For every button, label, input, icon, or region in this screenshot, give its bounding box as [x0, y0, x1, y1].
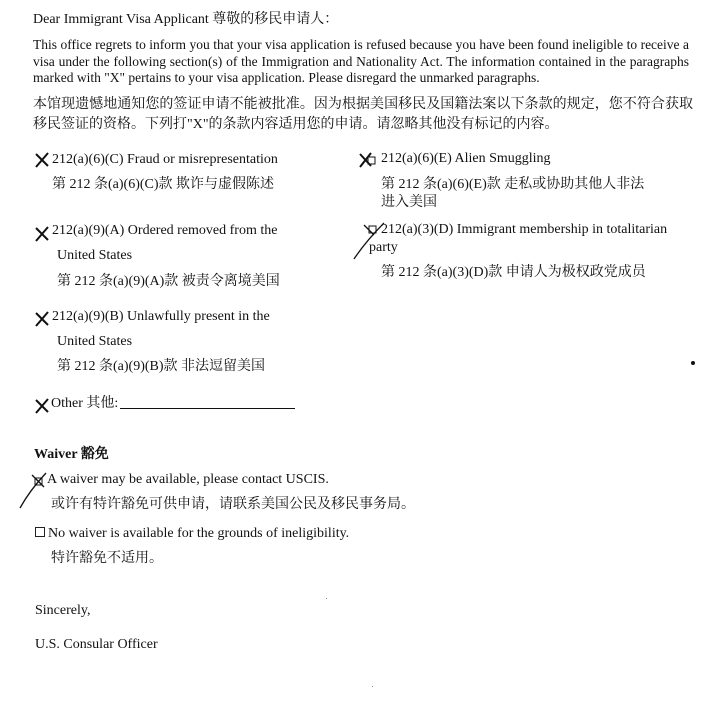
- waiver-available-zh: 或许有特许豁免可供申请，请联系美国公民及移民事务局。: [51, 497, 415, 512]
- x-mark-icon: [18, 470, 50, 510]
- signature: U.S. Consular Officer: [35, 637, 158, 652]
- intro-english: This office regrets to inform you that your visa application is refused because you have been found ineligible to receive a visa under the following section(s) of the Immigration and Nationality Act. The information contained in the paragraphs marked with "X" pertains to your visa application. Please disregard the unmarked paragraphs.: [33, 37, 689, 85]
- ground-removed-code-cont: United States: [57, 248, 133, 263]
- closing: Sincerely,: [35, 603, 91, 618]
- ground-unlawful-code-cont: United States: [57, 334, 133, 349]
- other-blank-line: [120, 398, 295, 409]
- ground-removed-code: 212(a)(9)(A) Ordered removed from the: [52, 223, 278, 238]
- scan-speck: [372, 686, 373, 687]
- ground-fraud-zh: 第 212 条(a)(6)(C)款 欺诈与虚假陈述: [52, 177, 275, 192]
- ground-other: [51, 396, 295, 412]
- waiver-none-zh: 特许豁免不适用。: [51, 551, 163, 566]
- ground-unlawful-code: 212(a)(9)(B) Unlawfully present in the: [52, 309, 270, 324]
- ground-smuggling-zh-cont: 进入美国: [381, 195, 437, 210]
- x-mark-icon: [34, 226, 50, 242]
- ground-totalitarian-zh: 第 212 条(a)(3)(D)款 申请人为极权政党成员: [381, 265, 646, 280]
- ground-fraud-code: 212(a)(6)(C) Fraud or misrepresentation: [52, 152, 278, 167]
- x-mark-icon: [34, 398, 50, 414]
- scan-speck: [326, 598, 327, 599]
- checkbox-empty-icon: [35, 527, 45, 537]
- greeting: Dear Immigrant Visa Applicant 尊敬的移民申请人：: [33, 12, 339, 27]
- ground-totalitarian-code-cont: party: [369, 240, 398, 255]
- waiver-heading: Waiver 豁免: [34, 447, 109, 462]
- waiver-available-en: A waiver may be available, please contact USCIS.: [47, 472, 329, 487]
- x-mark-icon: [34, 311, 50, 327]
- ground-smuggling-zh: 第 212 条(a)(6)(E)款 走私或协助其他人非法: [381, 177, 645, 192]
- intro-chinese: 本馆现遗憾地通知您的签证申请不能被批准。因为根据美国移民及国籍法案以下条款的规定，您不符合获取移民签证的资格。下列打"X"的条款内容适用您的申请。请忽略其他没有标记的内容。: [33, 97, 693, 132]
- stray-ink-dot: [691, 361, 695, 365]
- x-mark-icon: [34, 152, 50, 168]
- ground-removed-zh: 第 212 条(a)(9)(A)款 被责令离境美国: [57, 274, 280, 289]
- waiver-none: [35, 526, 349, 542]
- ground-totalitarian-code: 212(a)(3)(D) Immigrant membership in totalitarian: [381, 222, 668, 237]
- waiver-none-en: No waiver is available for the grounds of ineligibility.: [48, 526, 350, 541]
- x-mark-icon: [358, 152, 374, 168]
- ground-unlawful-zh: 第 212 条(a)(9)(B)款 非法逗留美国: [57, 359, 266, 374]
- ground-smuggling-code: 212(a)(6)(E) Alien Smuggling: [381, 151, 551, 166]
- ground-other-label: Other 其他:: [51, 396, 119, 411]
